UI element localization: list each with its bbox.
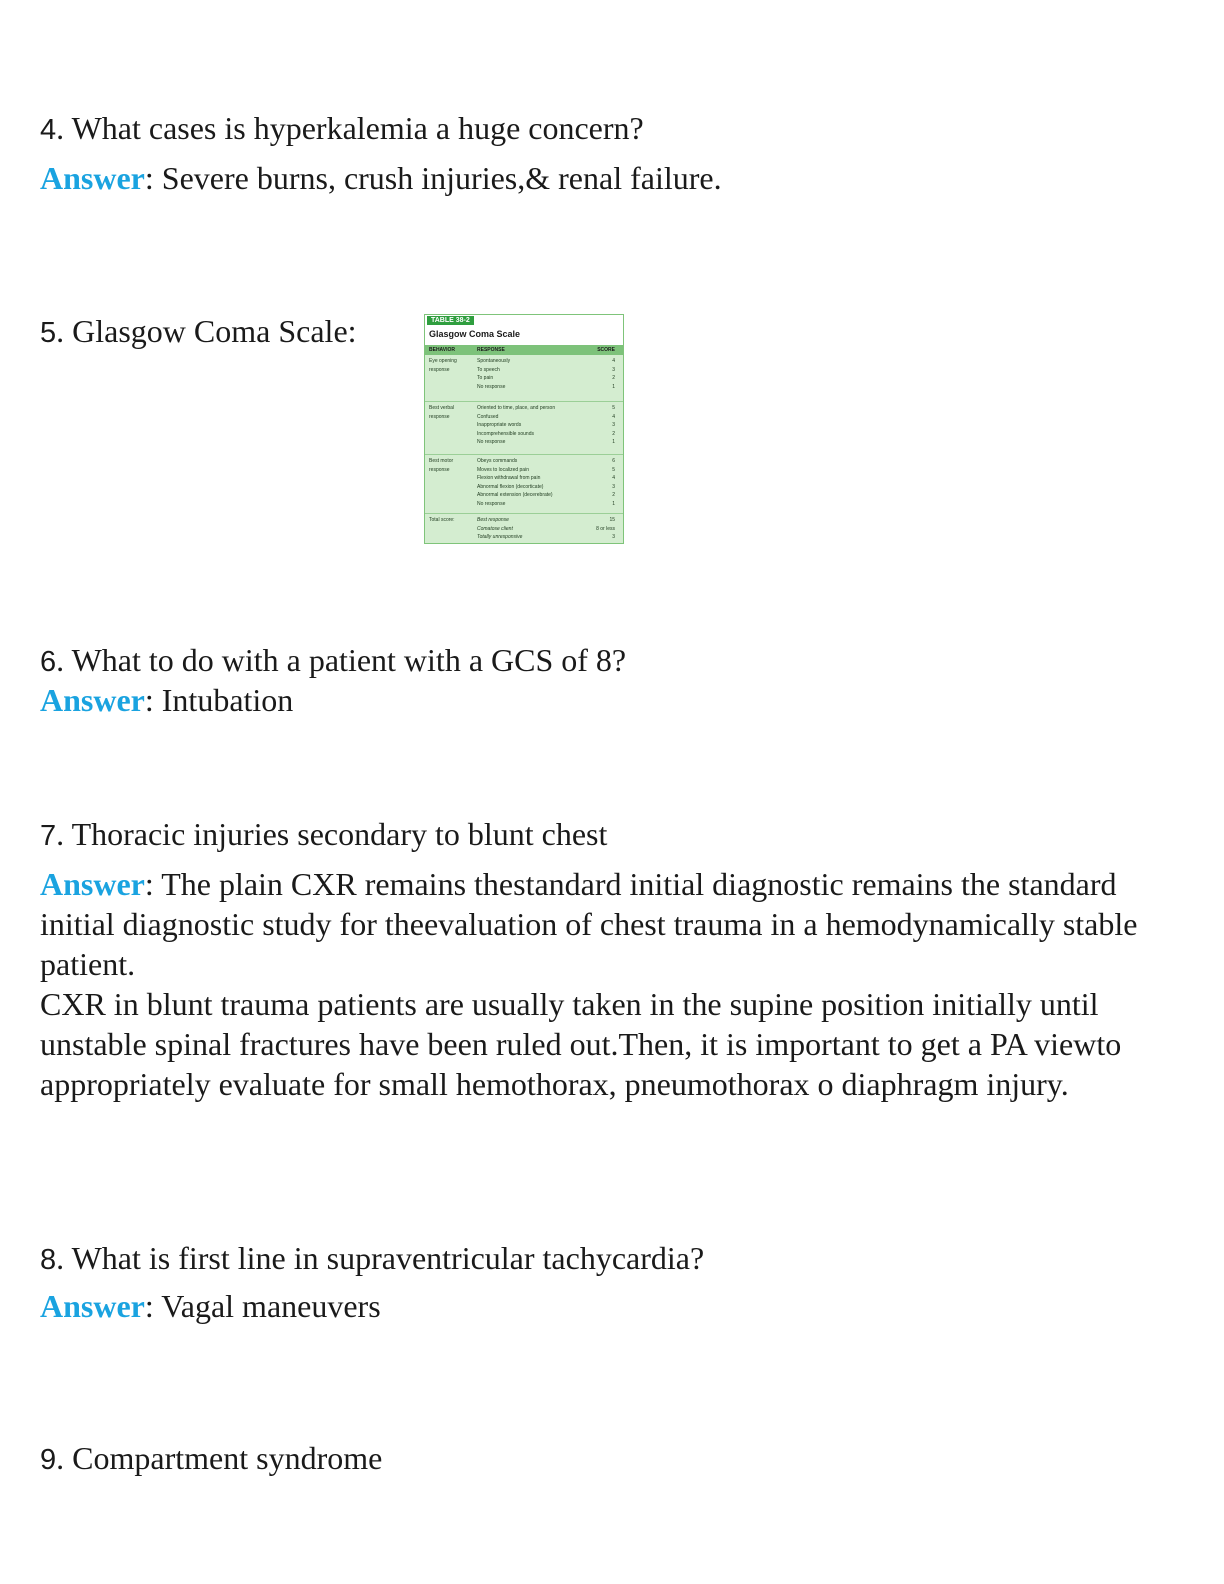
behavior-line: Best verbal [429, 405, 455, 411]
question-number: 9 [40, 1444, 57, 1476]
score: 8 or less [596, 525, 615, 532]
question-9 [40, 1438, 382, 1480]
response: To pain [477, 375, 494, 382]
score: 3 [612, 366, 615, 373]
question-8 [40, 1238, 704, 1280]
score: 1 [612, 383, 615, 390]
total-section [425, 514, 623, 544]
score: 3 [612, 483, 615, 490]
score: 15 [609, 517, 615, 523]
behavior-line: response [429, 366, 450, 373]
behavior-line: Eye opening [429, 358, 457, 364]
response: Moves to localized pain [477, 466, 529, 473]
score: 5 [612, 466, 615, 473]
score: 4 [612, 358, 615, 364]
response: Obeys commands [477, 458, 518, 464]
answer-text: : Severe burns, crush injuries,& renal failure. [144, 160, 722, 196]
response: Spontaneously [477, 358, 511, 364]
response: No response [477, 439, 506, 446]
question-text: . Compartment syndrome [56, 1440, 383, 1476]
behavior-line: response [429, 466, 450, 473]
question-6 [40, 640, 626, 682]
question-number: 6 [40, 646, 57, 678]
answer-text: : Vagal maneuvers [144, 1288, 381, 1324]
score: 2 [612, 492, 615, 499]
answer-label: Answer [40, 682, 145, 718]
score: 3 [612, 422, 615, 429]
score: 1 [612, 500, 615, 507]
answer-paragraph-1 [40, 864, 1190, 984]
answer-text: : The plain CXR remains thestandard initial diagnostic remains the standard initial diagnostic study for theevaluation of chest trauma in a hemodynamically stable patient. [40, 866, 1138, 982]
response: To speech [477, 366, 500, 373]
question-number: 4 [40, 114, 57, 146]
question-5 [40, 311, 357, 353]
col-behavior: BEHAVIOR [429, 347, 456, 353]
response: No response [477, 383, 506, 390]
glasgow-coma-scale-table [424, 314, 624, 544]
score: 2 [612, 430, 615, 437]
response: Best response [477, 517, 509, 523]
answer-label: Answer [40, 160, 145, 196]
answer-6 [40, 680, 293, 720]
response: Oriented to time, place, and person [477, 405, 556, 411]
score: 4 [612, 413, 615, 420]
question-text: . What to do with a patient with a GCS of 8? [56, 642, 627, 678]
response: Confused [477, 413, 499, 420]
table-tag: TABLE 38-2 [427, 316, 474, 325]
response: Incomprehensible sounds [477, 430, 534, 437]
response: No response [477, 500, 506, 507]
question-text: . Thoracic injuries secondary to blunt chest [56, 816, 608, 852]
col-response: RESPONSE [477, 347, 505, 353]
behavior-line: Total score: [429, 517, 455, 523]
answer-paragraph-2: CXR in blunt trauma patients are usually taken in the supine position initially until unstable spinal fractures have been ruled out.Then, it is important to get a PA viewto appropriately evaluate for small hemothorax, pneumothorax o diaphragm injury. [40, 986, 1122, 1102]
response: Comatose client [477, 525, 513, 532]
response: Flexion withdrawal from pain [477, 475, 541, 482]
response: Abnormal extension (decerebrate) [477, 492, 553, 499]
question-text: . What is first line in supraventricular tachycardia? [56, 1240, 705, 1276]
score: 3 [612, 534, 615, 541]
verbal-section [425, 402, 623, 455]
motor-section [425, 455, 623, 514]
question-text: . What cases is hyperkalemia a huge concern? [56, 110, 644, 146]
behavior-line: response [429, 413, 450, 420]
answer-8 [40, 1286, 381, 1326]
question-number: 8 [40, 1244, 57, 1276]
question-4 [40, 108, 644, 150]
question-7 [40, 814, 607, 856]
response: Totally unresponsive [477, 534, 523, 541]
answer-4 [40, 158, 722, 198]
score: 2 [612, 375, 615, 382]
answer-7 [40, 864, 1190, 1104]
score: 4 [612, 475, 615, 482]
eye-opening-section [425, 355, 623, 402]
score: 1 [612, 439, 615, 446]
table-header-row [425, 345, 623, 355]
question-text: . Glasgow Coma Scale: [56, 313, 357, 349]
score: 6 [612, 458, 615, 464]
response: Abnormal flexion (decorticate) [477, 483, 544, 490]
score: 5 [612, 405, 615, 411]
answer-label: Answer [40, 866, 145, 902]
response: Inappropriate words [477, 422, 522, 429]
col-score: SCORE [597, 347, 615, 353]
question-number: 7 [40, 820, 57, 852]
answer-text: : Intubation [144, 682, 294, 718]
behavior-line: Best motor [429, 458, 454, 464]
table-title: Glasgow Coma Scale [429, 329, 521, 339]
answer-label: Answer [40, 1288, 145, 1324]
question-number: 5 [40, 317, 57, 349]
